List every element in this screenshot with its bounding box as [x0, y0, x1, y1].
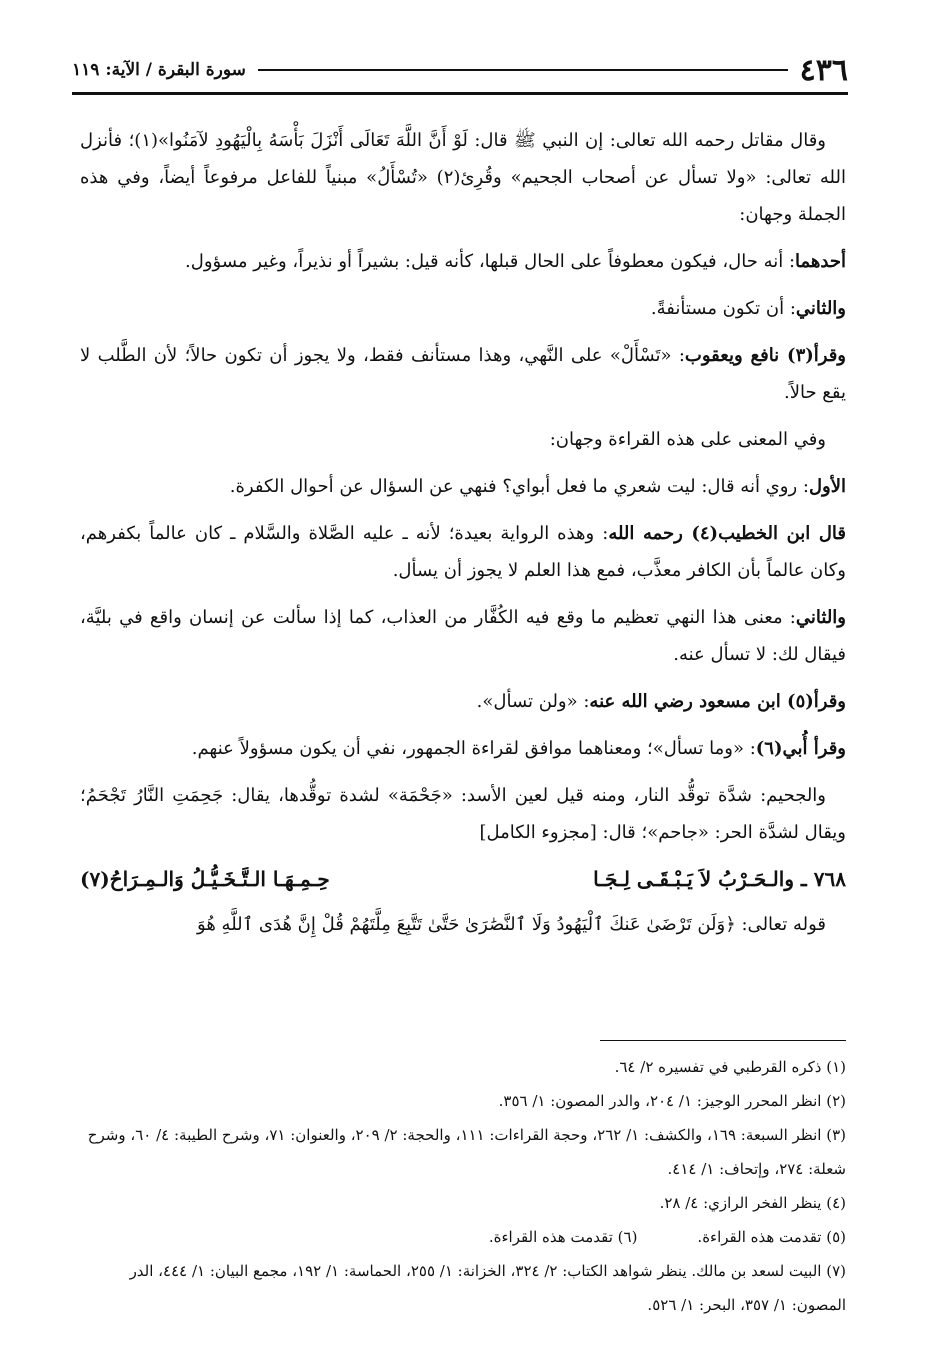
footnote-4: (٤) ينظر الفخر الرازي: ٤/ ٢٨. [659, 1194, 846, 1212]
header-divider [72, 92, 848, 95]
main-text [80, 122, 846, 953]
paragraph-text: : أن تكون مستأنفةً. [650, 298, 796, 319]
paragraph-verse-commentary: قوله تعالى: ﴿وَلَن تَرْضَىٰ عَنكَ ٱلْيَهُودُ وَلَا ٱلنَّصَٰرَىٰ حَتَّىٰ تَتَّبِعَ مِلَّتَهُمْ قُلْ إِنَّ هُدَى ٱللَّهِ هُوَ [197, 914, 826, 935]
paragraph-text: : «وما تسأل»؛ ومعناهما موافق لقراءة الجمهور، نفي أن يكون مسؤولاً عنهم. [191, 738, 756, 759]
footnote-pair [78, 1220, 846, 1254]
footnote-5: (٥) تقدمت هذه القراءة. [697, 1228, 846, 1246]
footnotes [78, 1050, 846, 1322]
paragraph-jahim: والجحيم: شدَّة توقُّد النار، ومنه قيل لعين الأسد: «جَحْمَة» لشدة توقُّدها، يقال: جَحِمَتِ النَّارُ تَجْحَمُ؛ ويقال لشدَّة الحر: «جاحم»؛ قال: [مجزوء الكامل] [80, 785, 846, 843]
paragraph-text: : أنه حال، فيكون معطوفاً على الحال قبلها، كأنه قيل: بشيراً أو نذيراً، وغير مسؤول. [185, 251, 796, 272]
poem-first-hemistich: ٧٦٨ ـ والـحَـرْبُ لاَ يَـبْـقَـى لِـجَـا [593, 867, 846, 891]
paragraph-text: : وهذه الرواية بعيدة؛ لأنه ـ عليه الصَّلاة والسَّلام ـ كان عالماً بكفرهم، وكان عالماً بأن الكافر معذَّب، فمع هذا العلم لا يجوز أن يسأل. [80, 523, 846, 581]
paragraph-text: : «تَسْأَلْ» على النَّهي، وهذا مستأنف فقط، ولا يجوز أن تكون حالاً؛ لأن الطَّلب لا يقع حالاً. [80, 345, 846, 403]
poem-verse [80, 861, 846, 898]
footnote-6: (٦) تقدمت هذه القراءة. [488, 1228, 638, 1246]
page-number: ٤٣٦ [799, 52, 848, 88]
paragraph-meaning: وفي المعنى على هذه القراءة وجهان: [549, 429, 826, 450]
paragraph-lead: الأول [808, 476, 846, 497]
paragraph-text: : معنى هذا النهي تعظيم ما وقع فيه الكُفَّار من العذاب، كما إذا سألت عن إنسان واقع في بليَّة، فيقال لك: لا تسأل عنه. [80, 607, 846, 665]
paragraph-first-meaning [80, 468, 846, 505]
paragraph-lead: وقرأ أُبي(٦) [755, 738, 846, 759]
paragraph-lead: وقرأ(٥) ابن مسعود رضي الله عنه [589, 691, 846, 712]
header-rule [258, 69, 788, 71]
paragraph-first-aspect [80, 243, 846, 280]
paragraph-second-aspect [80, 290, 846, 327]
paragraph-lead: والثاني [795, 298, 846, 319]
poem-second-hemistich: حِـمِـهَـا الـتَّـخَـيُّـلُ وَالـمِـرَاحُ(٧) [80, 867, 330, 891]
footnote-3: (٣) انظر السبعة: ١٦٩، والكشف: ١/ ٢٦٢، وحجة القراءات: ١١١، والحجة: ٢/ ٢٠٩، والعنوان: ٧١، وشرح الطيبة: ٤/ ٦٠، وشرح شعلة: ٢٧٤، وإتحاف: ١/ ٤١٤. [87, 1126, 846, 1178]
paragraph-ibn-masud [80, 683, 846, 720]
paragraph-lead: قال ابن الخطيب(٤) رحمه الله [608, 523, 846, 544]
paragraph-lead: والثاني [795, 607, 846, 628]
paragraph-text: : روي أنه قال: ليت شعري ما فعل أبواي؟ فنهي عن السؤال عن أحوال الكفرة. [229, 476, 809, 497]
footnote-1: (١) ذكره القرطبي في تفسيره ٢/ ٦٤. [614, 1058, 846, 1076]
paragraph-muqatil: وقال مقاتل رحمه الله تعالى: إن النبي ﷺ قال: لَوْ أَنَّ اللَّهَ تَعَالَى أَنْزَلَ بَأْسَهُ بِالْيَهُودِ لآمَنُوا»(١)؛ فأنزل الله تعالى: «ولا تسأل عن أصحاب الجحيم» وقُرِئ(٢) «تُسْأَلُ» مبنياً للفاعل مرفوعاً أيضاً، وفي هذه الجملة وجهان: [80, 130, 846, 225]
footnote-2: (٢) انظر المحرر الوجيز: ١/ ٢٠٤، والدر المصون: ١/ ٣٥٦. [498, 1092, 846, 1110]
paragraph-lead: وقرأ(٣) نافع ويعقوب [684, 345, 846, 366]
page-header [72, 52, 848, 88]
paragraph-lead: أحدهما [795, 251, 846, 272]
surah-title: سورة البقرة / الآية: ١١٩ [72, 60, 246, 80]
paragraph-text: : «ولن تسأل». [476, 691, 590, 712]
paragraph-nafi-reading [80, 337, 846, 411]
footnote-7: (٧) البيت لسعد بن مالك. ينظر شواهد الكتاب: ٢/ ٣٢٤، الخزانة: ١/ ٢٥٥، الحماسة: ١/ ١٩٢، مجمع البيان: ١/ ٤٤٤، الدر المصون: ١/ ٣٥٧، البحر: ١/ ٥٢٦. [129, 1262, 846, 1314]
footnote-separator [600, 1040, 846, 1041]
paragraph-second-meaning [80, 599, 846, 673]
paragraph-ibn-khatib [80, 515, 846, 589]
paragraph-ubayy [80, 730, 846, 767]
